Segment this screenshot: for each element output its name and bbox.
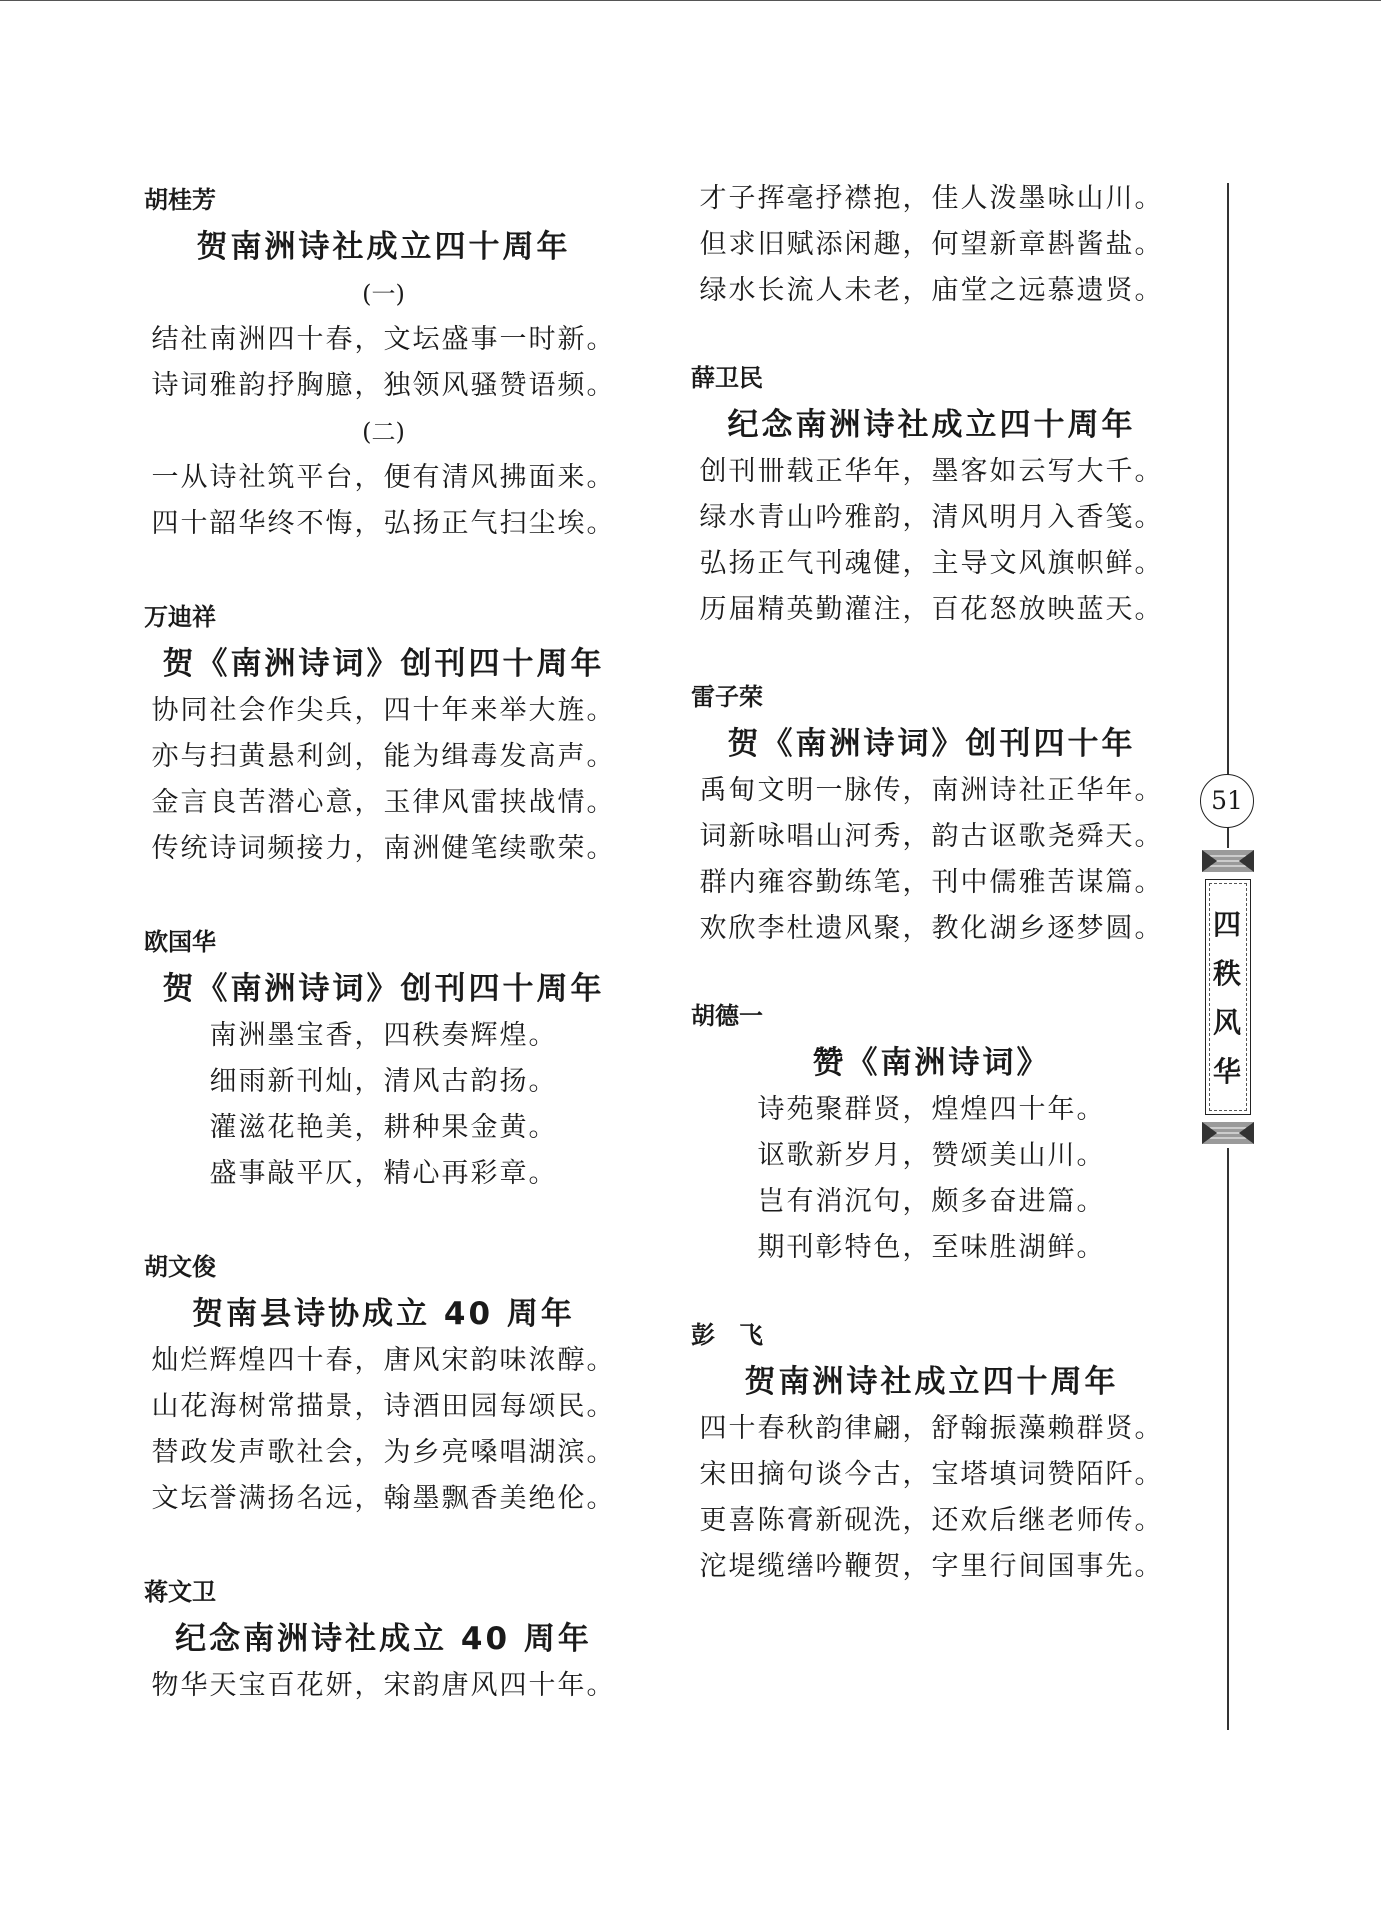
poem-line: 物华天宝百花妍，宋韵唐风四十年。 bbox=[151, 1670, 616, 1701]
poem-line: 文坛誉满扬名远，翰墨飘香美绝伦。 bbox=[151, 1483, 616, 1514]
section-tab bbox=[1202, 848, 1254, 1148]
poem-title: 贺南洲诗社成立四十周年 bbox=[744, 1364, 1119, 1400]
poem-entry bbox=[691, 355, 1165, 633]
poem-author: 万迪祥 bbox=[144, 603, 216, 631]
poem-line: 细雨新刊灿，清风古韵扬。 bbox=[209, 1066, 558, 1097]
poem-entry bbox=[144, 919, 616, 1197]
poem-title: 纪念南洲诗社成立四十周年 bbox=[727, 407, 1136, 443]
poem-line: 创刊卌载正华年，墨客如云写大千。 bbox=[699, 456, 1164, 487]
poem-line: 诗苑聚群贤，煌煌四十年。 bbox=[757, 1094, 1106, 1125]
poem-line: 沱堤缆缮吟鞭贺，字里行间国事先。 bbox=[699, 1551, 1164, 1582]
poem-entry bbox=[144, 1569, 616, 1709]
poem-line: 结社南洲四十春，文坛盛事一时新。 bbox=[151, 324, 616, 355]
poem-line: 绿水青山吟雅韵，清风明月入香笺。 bbox=[699, 502, 1164, 533]
poem-line: 讴歌新岁月，赞颂美山川。 bbox=[757, 1140, 1106, 1171]
page-number: 51 bbox=[1200, 774, 1254, 828]
poem-line: 协同社会作尖兵，四十年来举大旌。 bbox=[151, 695, 616, 726]
poem-line: 期刊彰特色，至味胜湖鲜。 bbox=[757, 1232, 1106, 1263]
poem-title: 贺南洲诗社成立四十周年 bbox=[196, 229, 571, 265]
poem-part-label: (一) bbox=[362, 280, 405, 308]
poem-line: 亦与扫黄悬利剑，能为缉毒发高声。 bbox=[151, 741, 616, 772]
section-label-box bbox=[1205, 879, 1251, 1115]
poem-author: 蒋文卫 bbox=[144, 1578, 216, 1606]
poem-entry bbox=[691, 674, 1165, 952]
poem-author: 彭 飞 bbox=[691, 1321, 763, 1349]
left-column bbox=[144, 177, 616, 1709]
poem-line: 弘扬正气刊魂健，主导文风旗帜鲜。 bbox=[699, 548, 1164, 579]
poem-title: 纪念南洲诗社成立 40 周年 bbox=[175, 1621, 592, 1657]
poem-title: 贺《南洲诗词》创刊四十周年 bbox=[162, 971, 605, 1007]
poem-entry bbox=[144, 177, 616, 547]
ornament-top bbox=[1202, 848, 1254, 874]
poem-line: 历届精英勤灌注，百花怒放映蓝天。 bbox=[699, 594, 1164, 625]
right-column bbox=[691, 176, 1165, 1590]
poem-line: 词新咏唱山河秀，韵古讴歌尧舜天。 bbox=[699, 821, 1164, 852]
poem-line: 才子挥毫抒襟抱，佳人泼墨咏山川。 bbox=[699, 183, 1164, 214]
poem-line: 灿烂辉煌四十春，唐风宋韵味浓醇。 bbox=[151, 1345, 616, 1376]
poem-line: 欢欣李杜遗风聚，教化湖乡逐梦圆。 bbox=[699, 913, 1164, 944]
poem-entry bbox=[144, 594, 616, 872]
poem-line: 山花海树常描景，诗酒田园每颂民。 bbox=[151, 1391, 616, 1422]
section-label: 四秩风华 bbox=[1212, 908, 1241, 1088]
poem-title: 贺《南洲诗词》创刊四十周年 bbox=[162, 646, 605, 682]
scan-top-edge bbox=[0, 0, 1381, 1]
ornament-bottom bbox=[1202, 1120, 1254, 1146]
poem-line: 绿水长流人未老，庙堂之远慕遗贤。 bbox=[699, 275, 1164, 306]
poem-author: 雷子荣 bbox=[691, 683, 763, 711]
poem-line: 替政发声歌社会，为乡亮嗓唱湖滨。 bbox=[151, 1437, 616, 1468]
poem-author: 胡文俊 bbox=[144, 1253, 216, 1281]
poem-author: 欧国华 bbox=[144, 928, 216, 956]
poem-line: 南洲墨宝香，四秩奏辉煌。 bbox=[209, 1020, 558, 1051]
poem-line: 四十韶华终不悔，弘扬正气扫尘埃。 bbox=[151, 508, 616, 539]
poem-continuation bbox=[698, 176, 1165, 314]
poem-entry bbox=[691, 993, 1165, 1271]
poem-author: 胡桂芳 bbox=[144, 186, 216, 214]
poem-author: 胡德一 bbox=[691, 1002, 763, 1030]
poem-line: 岂有消沉句，颇多奋进篇。 bbox=[757, 1186, 1106, 1217]
poem-line: 灌滋花艳美，耕种果金黄。 bbox=[209, 1112, 558, 1143]
poem-line: 群内雍容勤练笔，刊中儒雅苦谋篇。 bbox=[699, 867, 1164, 898]
poem-title: 赞《南洲诗词》 bbox=[812, 1045, 1051, 1081]
poem-entry bbox=[144, 1244, 616, 1522]
poem-line: 金言良苦潜心意，玉律风雷挟战情。 bbox=[151, 787, 616, 818]
poem-line: 盛事敲平仄，精心再彩章。 bbox=[209, 1158, 558, 1189]
poem-line: 四十春秋韵律翩，舒翰振藻赖群贤。 bbox=[699, 1413, 1164, 1444]
poem-title: 贺《南洲诗词》创刊四十年 bbox=[727, 726, 1136, 762]
poem-line: 一从诗社筑平台，便有清风拂面来。 bbox=[151, 462, 616, 493]
poem-part-label: (二) bbox=[362, 418, 405, 446]
poem-entry bbox=[691, 1312, 1165, 1590]
poem-line: 宋田摘句谈今古，宝塔填词赞陌阡。 bbox=[699, 1459, 1164, 1490]
poem-line: 禹甸文明一脉传，南洲诗社正华年。 bbox=[699, 775, 1164, 806]
poem-line: 传统诗词频接力，南洲健笔续歌荣。 bbox=[151, 833, 616, 864]
poem-title: 贺南县诗协成立 40 周年 bbox=[192, 1296, 575, 1332]
poem-author: 薛卫民 bbox=[691, 364, 763, 392]
poem-line: 诗词雅韵抒胸臆，独领风骚赞语频。 bbox=[151, 370, 616, 401]
poem-line: 更喜陈膏新砚洗，还欢后继老师传。 bbox=[699, 1505, 1164, 1536]
poem-line: 但求旧赋添闲趣，何望新章斟酱盐。 bbox=[699, 229, 1164, 260]
